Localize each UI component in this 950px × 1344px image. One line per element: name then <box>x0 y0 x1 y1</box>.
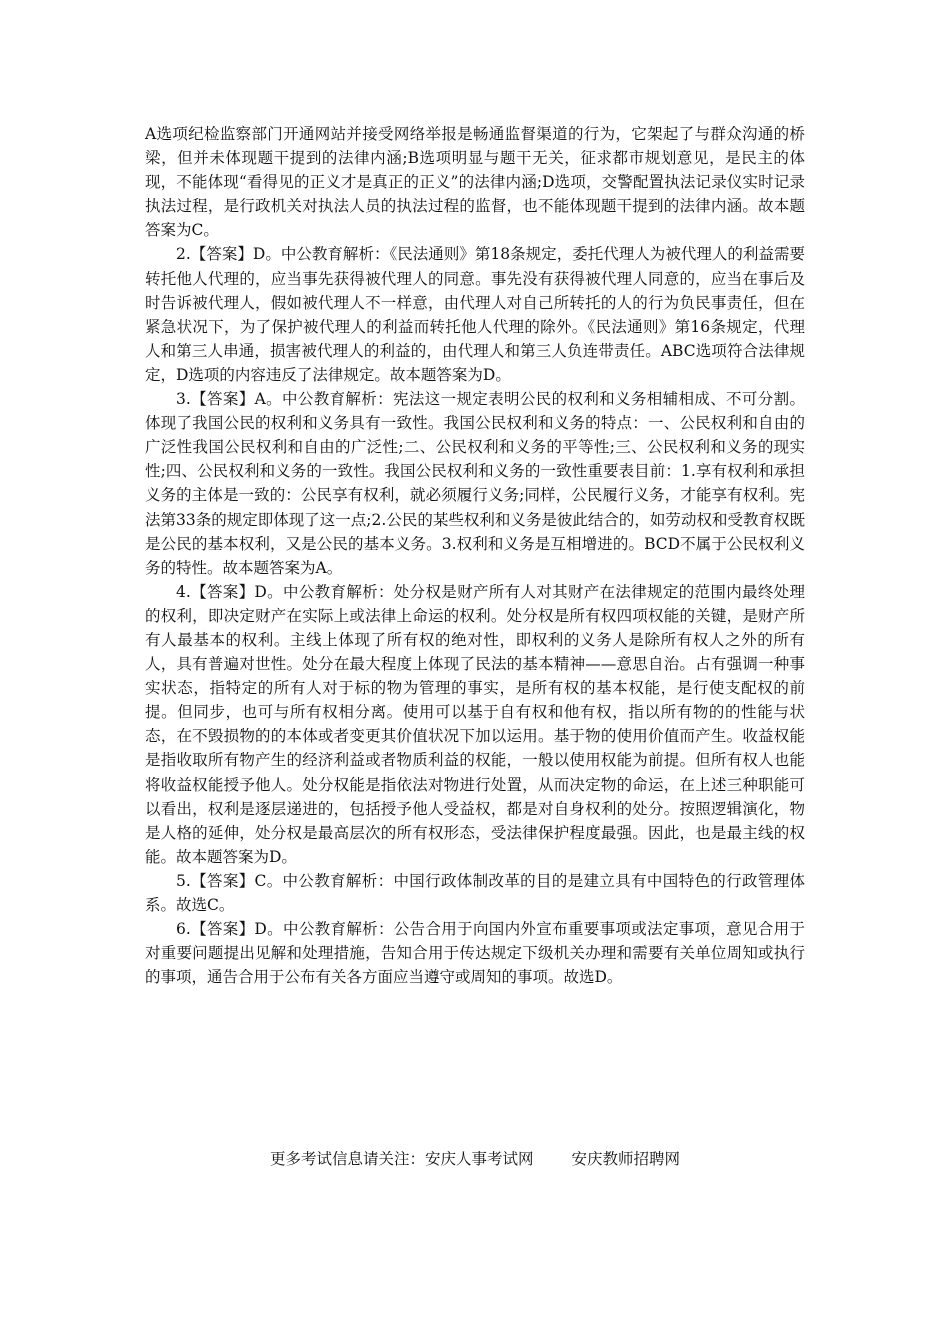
footer <box>0 1148 950 1170</box>
footer-link-personnel-exam[interactable]: 安庆人事考试网 <box>424 1150 534 1168</box>
answer-2-paragraph: 2.【答案】D。中公教育解析：《民法通则》第18条规定，委托代理人为被代理人的利益需要转托他人代理的，应当事先获得被代理人的同意。事先没有获得被代理人同意的，应当在事后及时告诉被代理人，假如被代理人不一样意，由代理人对自己所转托的人的行为负民事责任，但在紧急状况下，为了保护被代理人的利益而转托他人代理的除外。《民法通则》第16条规定，代理人和第三人串通，损害被代理人的利益的，由代理人和第三人负连带责任。ABC选项符合法律规定，D选项的内容违反了法律规定。故本题答案为D。 <box>145 245 805 384</box>
answer-4-paragraph: 4.【答案】D。中公教育解析：处分权是财产所有人对其财产在法律规定的范围内最终处理的权利，即决定财产在实际上或法律上命运的权利。处分权是所有权四项权能的关键，是财产所有人最基本的权利。主线上体现了所有权的绝对性，即权利的义务人是除所有权人之外的所有人，具有普遍对世性。处分在最大程度上体现了民法的基本精神——意思自治。占有强调一种事实状态，指特定的所有人对于标的物为管理的事实，是所有权的基本权能，是行使支配权的前提。但同步，也可与所有权相分离。使用可以基于自有权和他有权，指以所有物的的性能与状态，在不毁损物的的本体或者变更其价值状况下加以运用。基于物的使用价值而产生。收益权能是指收取所有物产生的经济利益或者物质利益的权能，一般以使用权能为前提。但所有权人也能将收益权能授予他人。处分权能是指依法对物进行处置，从而决定物的命运，在上述三种职能可以看出，权利是逐层递进的，包括授予他人受益权，都是对自身权利的处分。按照逻辑演化，物是人格的延伸，处分权是最高层次的所有权形态，受法律保护程度最强。因此，也是最主线的权能。故本题答案为D。 <box>145 582 805 866</box>
answer-5-paragraph: 5.【答案】C。中公教育解析：中国行政体制改革的目的是建立具有中国特色的行政管理体系。故选C。 <box>145 871 805 914</box>
answer-6-paragraph: 6.【答案】D。中公教育解析：公告合用于向国内外宣布重要事项或法定事项，意见合用于对重要问题提出见解和处理措施，告知合用于传达规定下级机关办理和需要有关单位周知或执行的事项，通告合用于公布有关各方面应当遵守或周知的事项。故选D。 <box>145 920 805 987</box>
paragraph-continuation: A选项纪检监察部门开通网站并接受网络举报是畅通监督渠道的行为，它架起了与群众沟通的桥梁，但并未体现题干提到的法律内涵;B选项明显与题干无关，征求都市规划意见，是民主的体现，不能体现“看得见的正义才是真正的正义”的法律内涵;D选项，交警配置执法记录仪实时记录执法过程，是行政机关对执法人员的执法过程的监督，也不能体现题干提到的法律内涵。故本题答案为C。 <box>145 125 805 240</box>
footer-prefix: 更多考试信息请关注： <box>269 1150 425 1168</box>
document-body <box>145 122 805 989</box>
answer-3-paragraph: 3.【答案】A。中公教育解析：宪法这一规定表明公民的权利和义务相辅相成、不可分割。体现了我国公民的权利和义务具有一致性。我国公民权利和义务的特点：一、公民权利和自由的广泛性我国公民权利和自由的广泛性;二、公民权利和义务的平等性;三、公民权利和义务的现实性;四、公民权利和义务的一致性。我国公民权利和义务的一致性重要表目前：1.享有权利和承担义务的主体是一致的：公民享有权利，就必须履行义务;同样，公民履行义务，才能享有权利。宪法第33条的规定即体现了这一点;2.公民的某些权利和义务是彼此结合的，如劳动权和受教育权既是公民的基本权利，又是公民的基本义务。3.权利和义务是互相增进的。BCD不属于公民权利义务的特性。故本题答案为A。 <box>145 390 805 577</box>
footer-link-teacher-recruit[interactable]: 安庆教师招聘网 <box>571 1150 681 1168</box>
